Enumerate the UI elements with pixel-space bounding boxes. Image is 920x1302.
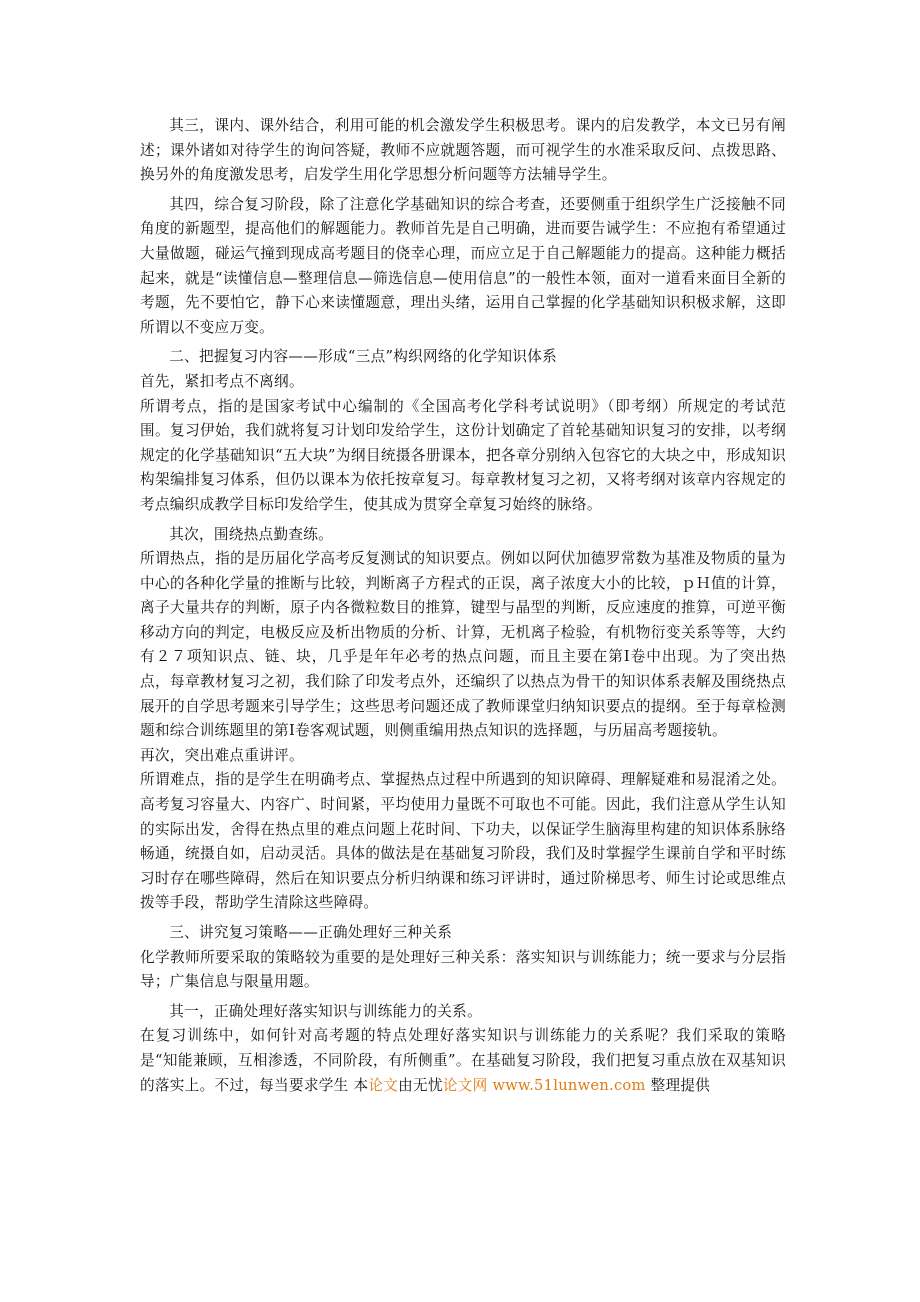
paragraph-fourth-point: 其四，综合复习阶段，除了注意化学基础知识的综合考查，还要侧重于组织学生广泛接触不同角度的新题型，提高他们的解题能力。教师首先是自己明确，进而要告诫学生：不应抱有希望通过大量做题，碰运气撞到现成高考题目的侥幸心理，而应立足于自己解题能力的提高。这种能力概括起来，就是“读懂信息—整理信息—筛选信息—使用信息”的一般性本领，面对一道看来面目全新的考题，先不要怕它，静下心来读懂题意，理出头绪，运用自己掌握的化学基础知识积极求解，这即所谓以不变应万变。 — [140, 195, 786, 336]
source-text: 整理提供 — [645, 1076, 711, 1094]
section-heading-2: 二、把握复习内容——形成“三点”构织网络的化学知识体系 — [169, 348, 558, 366]
subheading-first: 首先，紧扣考点不离纲。 — [140, 372, 304, 390]
source-text: 由无忧 — [398, 1076, 443, 1094]
section-heading-3: 三、讲究复习策略——正确处理好三种关系 — [169, 924, 453, 941]
paragraph-third-point: 其三，课内、课外结合，利用可能的机会激发学生积极思考。课内的启发教学，本文已另有阐述；课外诸如对待学生的询问答疑，教师不应就题答题，而可视学生的水准采取反问、点拨思路、换另外的角度激发思考，启发学生用化学思想分析问题等方法辅导学生。 — [140, 117, 786, 184]
paragraph-text: 在复习训练中，如何针对高考题的特点处理好落实知识与训练能力的关系呢？我们采取的策略是“知能兼顾，互相渗透，不同阶段，有所侧重”。在基础复习阶段，我们把复习重点放在双基知识的落实上。不过，每当要求学生 — [140, 1027, 786, 1094]
subheading-second: 其次，围绕热点勤查练。 — [169, 525, 334, 543]
document-page — [140, 114, 786, 1098]
paragraph-exam-points: 所谓考点，指的是国家考试中心编制的《全国高考化学科考试说明》（即考纲）所规定的考试范围。复习伊始，我们就将复习计划印发给学生，这份计划确定了首轮基础知识复习的安排，以考纲规定的化学基础知识“五大块”为纲目统摄各册课本，把各章分别纳入包容它的大块之中，形成知识构架编排复习体系，但仍以课本为依托按章复习。每章教材复习之初，又将考纲对该章内容规定的考点编织成教学目标印发给学生，使其成为贯穿全章复习始终的脉络。 — [140, 397, 786, 513]
subheading-relation-one: 其一，正确处理好落实知识与训练能力的关系。 — [169, 1002, 482, 1020]
paragraph-hot-points: 所谓热点，指的是历届化学高考反复测试的知识要点。例如以阿伏加德罗常数为基准及物质的量为中心的各种化学量的推断与比较，判断离子方程式的正误，离子浓度大小的比较，ｐＨ值的计算，离子大量共存的判断，原子内各微粒数目的推算，键型与晶型的判断，反应速度的推算，可逆平衡移动方向的判定，电极反应及析出物质的分析、计算，无机离子检验，有机物衍变关系等等，大约有２７项知识点、链、块，几乎是年年必考的热点问题，而且主要在第Ⅰ卷中出现。为了突出热点，每章教材复习之初，我们除了印发考点外，还编织了以热点为骨干的知识体系表解及围绕热点展开的自学思考题来引导学生；这些思考问题还成了教师课堂归纳知识要点的提纲。至于每章检测题和综合训练题里的第Ⅰ卷客观试题，则侧重编用热点知识的选择题，与历届高考题接轨。 — [140, 550, 786, 740]
source-text: 本 — [348, 1076, 369, 1094]
site-url-link[interactable]: www.51lunwen.com — [487, 1076, 646, 1094]
lunwen-site-link[interactable]: 论文网 — [442, 1076, 488, 1094]
paragraph-knowledge-ability — [140, 1024, 786, 1098]
subheading-third: 再次，突出难点重讲评。 — [140, 746, 304, 764]
lunwen-link[interactable]: 论文 — [368, 1076, 399, 1094]
paragraph-strategy: 化学教师所要采取的策略较为重要的是处理好三种关系：落实知识与训练能力；统一要求与分层指导；广集信息与限量用题。 — [140, 948, 786, 991]
paragraph-difficult-points: 所谓难点，指的是学生在明确考点、掌握热点过程中所遇到的知识障碍、理解疑难和易混淆之处。高考复习容量大、内容广、时间紧，平均使用力量既不可取也不可能。因此，我们注意从学生认知的实际出发，舍得在热点里的难点问题上花时间、下功夫，以保证学生脑海里构建的知识体系脉络畅通，统摄自如，启动灵活。具体的做法是在基础复习阶段，我们及时掌握学生课前自学和平时练习时存在哪些障碍，然后在知识要点分析归纳课和练习评讲时，通过阶梯思考、师生讨论或思维点拨等手段，帮助学生清除这些障碍。 — [140, 771, 786, 912]
